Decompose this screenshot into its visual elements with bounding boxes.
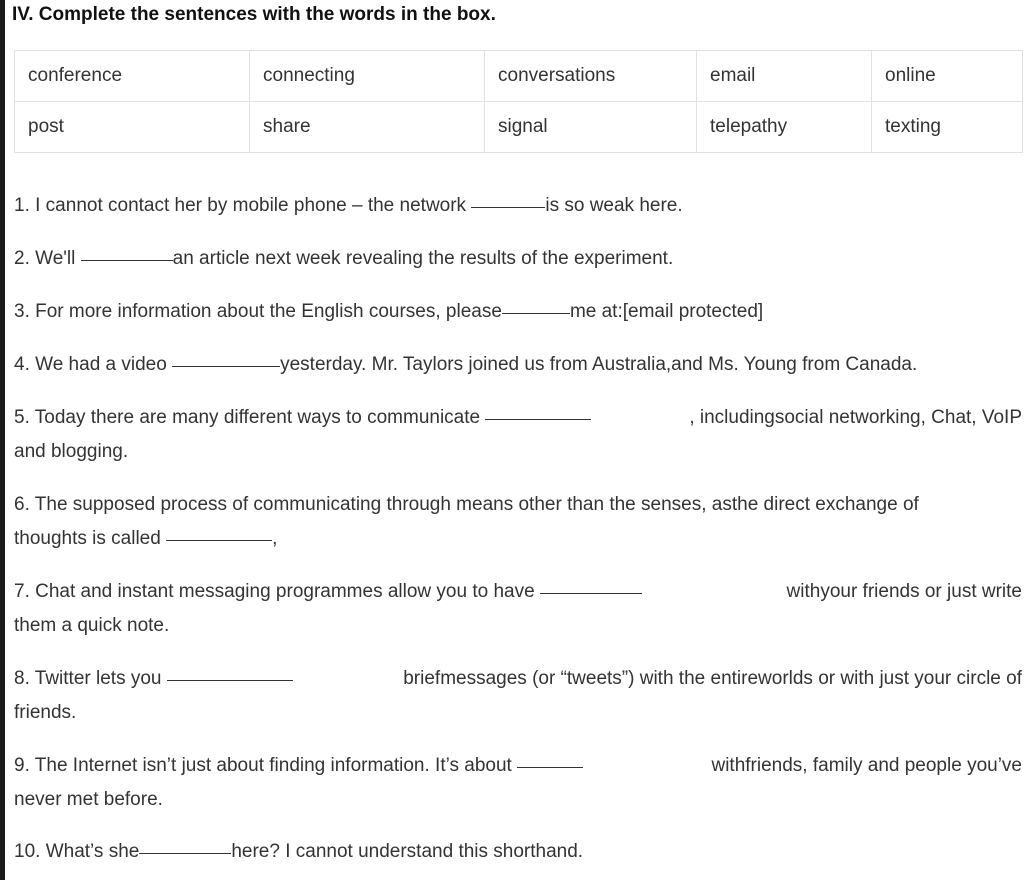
word-cell: connecting <box>250 51 485 102</box>
word-cell: texting <box>872 102 1023 153</box>
exercise-title: IV. Complete the sentences with the words in the box. <box>12 4 496 25</box>
word-cell: conference <box>15 51 250 102</box>
sentence-9: 9. The Internet isn’t just about finding information. It’s about withfriends, family and people you’ve never met before. <box>14 755 1022 810</box>
word-cell: post <box>15 102 250 153</box>
sentence-8: 8. Twitter lets you briefmessages (or “tweets”) with the entireworlds or with just your circle of friends. <box>14 668 1022 723</box>
sentence-1: 1. I cannot contact her by mobile phone – the network is so weak here. <box>14 195 683 216</box>
word-cell: signal <box>485 102 697 153</box>
answer-blank[interactable] <box>540 596 642 597</box>
word-cell: online <box>872 51 1023 102</box>
answer-blank[interactable] <box>502 316 570 317</box>
sentence-3: 3. For more information about the English courses, please me at:[email protected] <box>14 301 764 322</box>
sentence-5: 5. Today there are many different ways to communicate , includingsocial networking, Chat, VoIP and blogging. <box>14 407 1022 462</box>
word-cell: telepathy <box>697 102 872 153</box>
answer-blank[interactable] <box>172 369 280 370</box>
word-box-row <box>15 102 1023 153</box>
word-cell: share <box>250 102 485 153</box>
word-box <box>14 50 1023 153</box>
word-cell: conversations <box>485 51 697 102</box>
left-edge-bar <box>0 0 5 880</box>
answer-blank[interactable] <box>471 210 545 211</box>
answer-blank[interactable] <box>81 263 173 264</box>
word-box-row <box>15 51 1023 102</box>
sentence-4: 4. We had a video yesterday. Mr. Taylors joined us from Australia,and Ms. Young from Canada. <box>14 354 918 375</box>
word-cell: email <box>697 51 872 102</box>
answer-blank[interactable] <box>517 770 583 771</box>
answer-blank[interactable] <box>166 543 272 544</box>
sentence-7: 7. Chat and instant messaging programmes allow you to have withyour friends or just write them a quick note. <box>14 581 1022 636</box>
sentence-10: 10. What’s she here? I cannot understand this shorthand. <box>14 841 584 862</box>
sentence-2: 2. We'll an article next week revealing the results of the experiment. <box>14 248 674 269</box>
answer-blank[interactable] <box>139 856 231 857</box>
answer-blank[interactable] <box>485 422 591 423</box>
sentence-6: 6. The supposed process of communicating through means other than the senses, asthe direct exchange of thoughts is called , <box>14 494 919 549</box>
answer-blank[interactable] <box>167 683 293 684</box>
